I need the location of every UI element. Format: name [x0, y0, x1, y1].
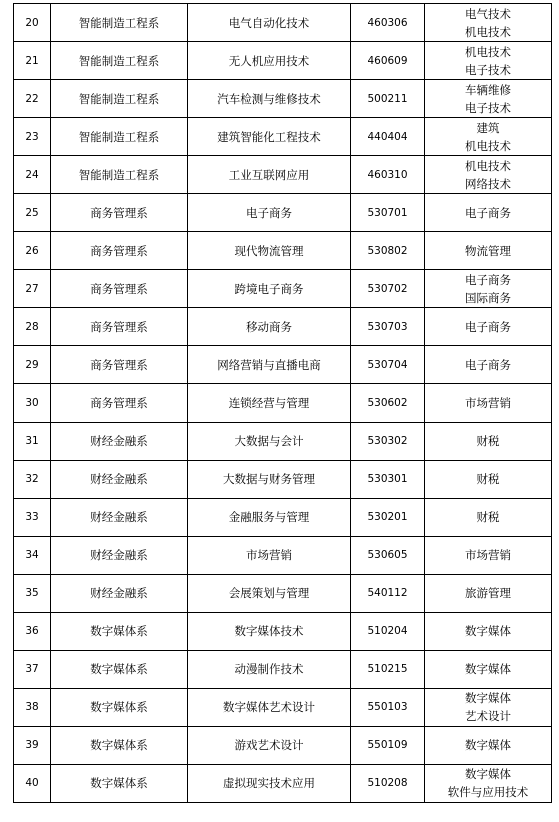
department-cell: 数字媒体系 — [51, 650, 188, 688]
row-number-cell: 29 — [14, 346, 51, 384]
major-code-cell: 440404 — [351, 118, 425, 156]
department-cell: 财经金融系 — [51, 460, 188, 498]
major-code-cell: 460306 — [351, 4, 425, 42]
department-cell: 智能制造工程系 — [51, 80, 188, 118]
major-code-cell: 460609 — [351, 42, 425, 80]
certificate-line: 电子技术 — [465, 100, 511, 115]
major-code-cell: 550103 — [351, 688, 425, 726]
major-table — [13, 3, 552, 803]
certificate-cell — [425, 498, 552, 536]
major-code-cell: 550109 — [351, 726, 425, 764]
certificate-cell — [425, 764, 552, 802]
row-number-cell: 32 — [14, 460, 51, 498]
table-row — [14, 194, 552, 232]
table-row — [14, 688, 552, 726]
row-number-cell: 40 — [14, 764, 51, 802]
certificate-cell — [425, 156, 552, 194]
row-number-cell: 23 — [14, 118, 51, 156]
row-number-cell: 21 — [14, 42, 51, 80]
table-row — [14, 270, 552, 308]
major-name-cell: 动漫制作技术 — [188, 650, 351, 688]
major-name-cell: 会展策划与管理 — [188, 574, 351, 612]
certificate-cell — [425, 346, 552, 384]
department-cell: 智能制造工程系 — [51, 4, 188, 42]
certificate-line: 数字媒体 — [465, 738, 511, 753]
major-name-cell: 数字媒体艺术设计 — [188, 688, 351, 726]
certificate-line: 机电技术 — [465, 158, 511, 173]
certificate-cell — [425, 270, 552, 308]
certificate-line: 机电技术 — [465, 44, 511, 59]
table-row — [14, 726, 552, 764]
department-cell: 商务管理系 — [51, 346, 188, 384]
major-code-cell: 530201 — [351, 498, 425, 536]
major-name-cell: 网络营销与直播电商 — [188, 346, 351, 384]
certificate-cell — [425, 118, 552, 156]
major-code-cell: 540112 — [351, 574, 425, 612]
table-row — [14, 650, 552, 688]
major-code-cell: 530702 — [351, 270, 425, 308]
row-number-cell: 26 — [14, 232, 51, 270]
table-row — [14, 118, 552, 156]
major-name-cell: 大数据与会计 — [188, 422, 351, 460]
certificate-line: 电子商务 — [465, 357, 511, 372]
department-cell: 数字媒体系 — [51, 688, 188, 726]
department-cell: 商务管理系 — [51, 308, 188, 346]
department-cell: 智能制造工程系 — [51, 156, 188, 194]
certificate-line: 市场营销 — [465, 395, 511, 410]
certificate-line: 财税 — [476, 472, 500, 487]
certificate-line: 建筑 — [476, 120, 500, 135]
table-row — [14, 156, 552, 194]
certificate-line: 数字媒体 — [465, 662, 511, 677]
certificate-line: 机电技术 — [465, 24, 511, 39]
certificate-line: 财税 — [476, 434, 500, 449]
major-name-cell: 市场营销 — [188, 536, 351, 574]
major-code-cell: 530302 — [351, 422, 425, 460]
table-row — [14, 498, 552, 536]
certificate-line: 机电技术 — [465, 138, 511, 153]
certificate-cell — [425, 574, 552, 612]
major-code-cell: 530703 — [351, 308, 425, 346]
major-name-cell: 连锁经营与管理 — [188, 384, 351, 422]
major-code-cell: 530802 — [351, 232, 425, 270]
major-code-cell: 510215 — [351, 650, 425, 688]
certificate-cell — [425, 612, 552, 650]
row-number-cell: 20 — [14, 4, 51, 42]
major-code-cell: 510204 — [351, 612, 425, 650]
table-row — [14, 80, 552, 118]
table-row — [14, 232, 552, 270]
major-name-cell: 跨境电子商务 — [188, 270, 351, 308]
department-cell: 财经金融系 — [51, 574, 188, 612]
row-number-cell: 27 — [14, 270, 51, 308]
major-name-cell: 虚拟现实技术应用 — [188, 764, 351, 802]
department-cell: 财经金融系 — [51, 422, 188, 460]
table-row — [14, 346, 552, 384]
certificate-line: 数字媒体 — [465, 767, 511, 782]
certificate-cell — [425, 4, 552, 42]
table-row — [14, 42, 552, 80]
department-cell: 智能制造工程系 — [51, 42, 188, 80]
certificate-line: 物流管理 — [465, 243, 511, 258]
department-cell: 数字媒体系 — [51, 726, 188, 764]
certificate-cell — [425, 194, 552, 232]
row-number-cell: 31 — [14, 422, 51, 460]
table-row — [14, 460, 552, 498]
row-number-cell: 28 — [14, 308, 51, 346]
major-name-cell: 金融服务与管理 — [188, 498, 351, 536]
department-cell: 数字媒体系 — [51, 612, 188, 650]
table-row — [14, 384, 552, 422]
major-name-cell: 电子商务 — [188, 194, 351, 232]
certificate-cell — [425, 308, 552, 346]
certificate-line: 数字媒体 — [465, 624, 511, 639]
row-number-cell: 38 — [14, 688, 51, 726]
certificate-line: 艺术设计 — [465, 709, 511, 724]
certificate-line: 市场营销 — [465, 548, 511, 563]
table-row — [14, 574, 552, 612]
department-cell: 商务管理系 — [51, 270, 188, 308]
row-number-cell: 36 — [14, 612, 51, 650]
certificate-line: 软件与应用技术 — [447, 785, 529, 800]
certificate-line: 国际商务 — [465, 290, 511, 305]
table-row — [14, 536, 552, 574]
major-name-cell: 现代物流管理 — [188, 232, 351, 270]
major-name-cell: 大数据与财务管理 — [188, 460, 351, 498]
certificate-cell — [425, 422, 552, 460]
major-code-cell: 530704 — [351, 346, 425, 384]
row-number-cell: 37 — [14, 650, 51, 688]
row-number-cell: 24 — [14, 156, 51, 194]
department-cell: 财经金融系 — [51, 536, 188, 574]
certificate-cell — [425, 232, 552, 270]
department-cell: 数字媒体系 — [51, 764, 188, 802]
major-code-cell: 460310 — [351, 156, 425, 194]
row-number-cell: 25 — [14, 194, 51, 232]
certificate-cell — [425, 650, 552, 688]
table-body — [14, 4, 552, 803]
certificate-cell — [425, 384, 552, 422]
row-number-cell: 35 — [14, 574, 51, 612]
department-cell: 智能制造工程系 — [51, 118, 188, 156]
table-row — [14, 764, 552, 802]
certificate-line: 电子商务 — [465, 205, 511, 220]
certificate-cell — [425, 726, 552, 764]
row-number-cell: 33 — [14, 498, 51, 536]
major-name-cell: 游戏艺术设计 — [188, 726, 351, 764]
certificate-cell — [425, 460, 552, 498]
table-row — [14, 612, 552, 650]
major-code-cell: 530301 — [351, 460, 425, 498]
major-name-cell: 移动商务 — [188, 308, 351, 346]
department-cell: 商务管理系 — [51, 384, 188, 422]
certificate-line: 电子商务 — [465, 319, 511, 334]
certificate-cell — [425, 688, 552, 726]
major-name-cell: 无人机应用技术 — [188, 42, 351, 80]
certificate-cell — [425, 536, 552, 574]
certificate-line: 旅游管理 — [465, 586, 511, 601]
certificate-line: 电子技术 — [465, 62, 511, 77]
department-cell: 商务管理系 — [51, 194, 188, 232]
row-number-cell: 34 — [14, 536, 51, 574]
major-name-cell: 电气自动化技术 — [188, 4, 351, 42]
certificate-cell — [425, 42, 552, 80]
major-code-cell: 530602 — [351, 384, 425, 422]
row-number-cell: 22 — [14, 80, 51, 118]
major-name-cell: 建筑智能化工程技术 — [188, 118, 351, 156]
major-code-cell: 500211 — [351, 80, 425, 118]
major-code-cell: 530701 — [351, 194, 425, 232]
major-code-cell: 530605 — [351, 536, 425, 574]
department-cell: 商务管理系 — [51, 232, 188, 270]
certificate-line: 电子商务 — [465, 272, 511, 287]
department-cell: 财经金融系 — [51, 498, 188, 536]
certificate-line: 数字媒体 — [465, 691, 511, 706]
table-row — [14, 422, 552, 460]
row-number-cell: 39 — [14, 726, 51, 764]
certificate-line: 车辆维修 — [465, 82, 511, 97]
major-name-cell: 汽车检测与维修技术 — [188, 80, 351, 118]
certificate-line: 网络技术 — [465, 176, 511, 191]
major-code-cell: 510208 — [351, 764, 425, 802]
certificate-line: 电气技术 — [465, 6, 511, 21]
major-name-cell: 数字媒体技术 — [188, 612, 351, 650]
major-name-cell: 工业互联网应用 — [188, 156, 351, 194]
table-row — [14, 308, 552, 346]
certificate-line: 财税 — [476, 510, 500, 525]
table-row — [14, 4, 552, 42]
row-number-cell: 30 — [14, 384, 51, 422]
certificate-cell — [425, 80, 552, 118]
